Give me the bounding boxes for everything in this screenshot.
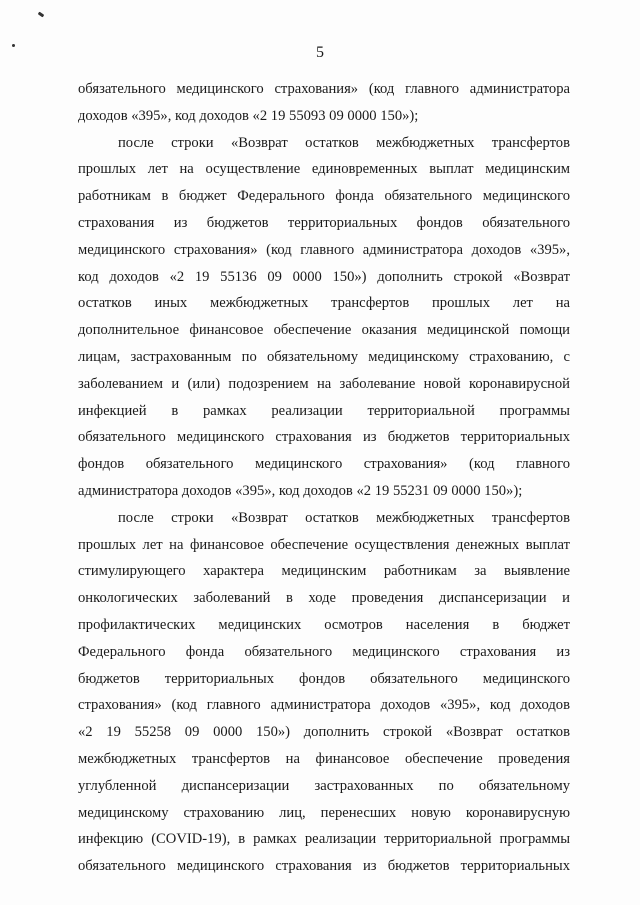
page-number: 5 xyxy=(316,44,324,61)
text-line: Федерального фонда обязательного медицинского страхования из xyxy=(78,643,570,660)
text-line: доходов «395», код доходов «2 19 55093 09 0000 150»); xyxy=(78,107,419,124)
text-line: бюджетов территориальных фондов обязательного медицинского xyxy=(78,670,570,687)
text-line: остатков иных межбюджетных трансфертов прошлых лет на xyxy=(78,295,570,312)
text-line: заболеванием и (или) подозрением на заболевание новой коронавирусной xyxy=(78,375,570,392)
text-line: администратора доходов «395», код доходов «2 19 55231 09 0000 150»); xyxy=(78,482,523,499)
text-line: обязательного медицинского страхования из бюджетов территориальных xyxy=(78,858,570,875)
text-line: после строки «Возврат остатков межбюджетных трансфертов xyxy=(118,134,570,151)
text-line: онкологических заболеваний в ходе проведения диспансеризации и xyxy=(78,590,570,607)
text-line: обязательного медицинского страхования» (код главного администратора xyxy=(78,81,570,97)
text-line: медицинскому страхованию лиц, перенесших новую коронавирусную xyxy=(78,804,570,821)
text-line: дополнительное финансовое обеспечение оказания медицинской помощи xyxy=(78,322,570,339)
text-line: инфекцией в рамках реализации территориальной программы xyxy=(78,402,570,419)
scan-speck xyxy=(38,12,45,18)
text-line: углубленной диспансеризации застрахованных по обязательному xyxy=(78,777,570,794)
text-line: страхования» (код главного администратора доходов «395», код доходов xyxy=(78,697,570,714)
text-line: обязательного медицинского страхования из бюджетов территориальных xyxy=(78,429,570,446)
text-line: межбюджетных трансфертов на финансовое обеспечение проведения xyxy=(78,750,570,767)
text-line: фондов обязательного медицинского страхования» (код главного xyxy=(78,456,570,473)
text-line: работникам в бюджет Федерального фонда обязательного медицинского xyxy=(78,188,570,205)
text-line: страхования из бюджетов территориальных фондов обязательного xyxy=(78,214,570,231)
text-line: «2 19 55258 09 0000 150») дополнить строкой «Возврат остатков xyxy=(78,724,570,741)
text-line: стимулирующего характера медицинским работникам за выявление xyxy=(78,563,570,580)
text-line: после строки «Возврат остатков межбюджетных трансфертов xyxy=(118,509,570,526)
text-line: лицам, застрахованным по обязательному медицинскому страхованию, с xyxy=(78,348,570,365)
document-body xyxy=(78,76,570,880)
text-line: медицинского страхования» (код главного администратора доходов «395», xyxy=(78,241,570,258)
text-line: инфекцию (COVID-19), в рамках реализации территориальной программы xyxy=(78,831,570,848)
text-line: код доходов «2 19 55136 09 0000 150») дополнить строкой «Возврат xyxy=(78,268,570,285)
text-line: прошлых лет на осуществление единовременных выплат медицинским xyxy=(78,161,570,178)
text-line: прошлых лет на финансовое обеспечение осуществления денежных выплат xyxy=(78,536,570,553)
text-line: профилактических медицинских осмотров населения в бюджет xyxy=(78,616,570,633)
